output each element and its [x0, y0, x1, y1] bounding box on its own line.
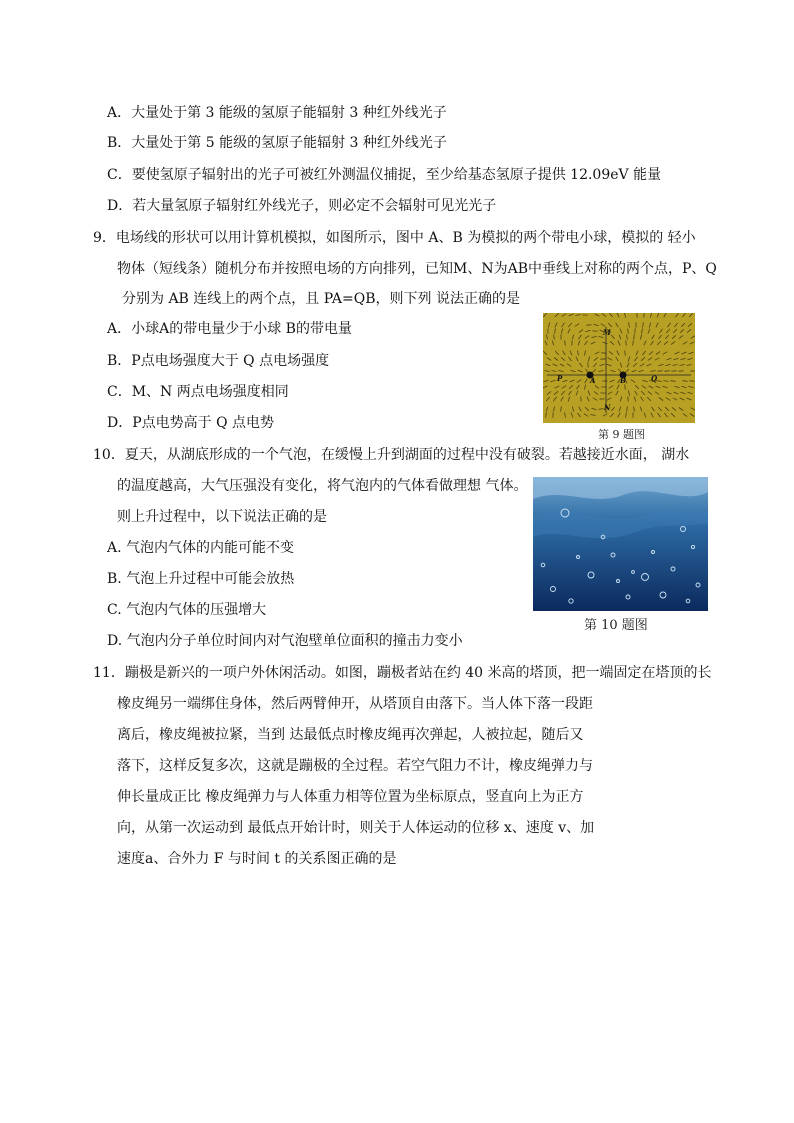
q10-figure-caption: 第 10 题图 [584, 618, 648, 633]
q10-stem-line-1: 10．夏天，从湖底形成的一个气泡，在缓慢上升到湖面的过程中没有破裂。若越接近水面， 湖水 [93, 447, 690, 463]
q9-stem-line-3: 分别为 AB 连线上的两个点，且 PA=QB，则下列 说法正确的是 [122, 291, 520, 307]
q10-option-a: A. 气泡内气体的内能可能不变 [107, 540, 295, 556]
q11-stem-line-6: 向，从第一次运动到 最低点开始计时，则关于人体运动的位移 x、速度 v、加 [117, 820, 595, 836]
label-q: Q [651, 374, 658, 383]
q9-option-b: B．P点电场强度大于 Q 点电场强度 [107, 353, 330, 369]
label-n: N [604, 403, 611, 412]
q10-option-b: B. 气泡上升过程中可能会放热 [107, 571, 295, 587]
label-a: A [590, 376, 596, 385]
label-b: B [620, 376, 626, 385]
q8-option-a: A．大量处于第 3 能级的氢原子能辐射 3 种红外线光子 [107, 105, 447, 121]
q9-option-d: D．P点电势高于 Q 点电势 [107, 415, 275, 431]
q8-option-b: B．大量处于第 5 能级的氢原子能辐射 3 种红外线光子 [107, 135, 447, 151]
q9-stem-line-2: 物体（短线条）随机分布并按照电场的方向排列，已知M、N为AB中垂线上对称的两个点，P、Q [117, 261, 717, 277]
q10-stem-line-2: 的温度越高，大气压强没有变化，将气泡内的气体看做理想 气体。 [117, 478, 528, 494]
q11-stem-line-3: 离后，橡皮绳被拉紧，当到 达最低点时橡皮绳再次弹起，人被拉起，随后又 [117, 727, 584, 743]
q10-option-d: D. 气泡内分子单位时间内对气泡壁单位面积的撞击力变小 [107, 633, 463, 649]
q10-stem-line-3: 则上升过程中，以下说法正确的是 [117, 509, 327, 525]
q9-stem-line-1: 9．电场线的形状可以用计算机模拟，如图所示，图中 A、B 为模拟的两个带电小球，模拟的 轻小 [93, 230, 696, 246]
q9-figure-background [543, 313, 695, 423]
label-m: M [603, 328, 611, 337]
q11-stem-line-2: 橡皮绳另一端绑住身体，然后两臂伸开，从塔顶自由落下。当人体下落一段距 [117, 696, 593, 712]
q9-figure-caption: 第 9 题图 [598, 428, 645, 441]
q11-stem-line-4: 落下，这样反复多次，这就是蹦极的全过程。若空气阻力不计，橡皮绳弹力与 [117, 758, 593, 774]
q9-option-c: C．M、N 两点电场强度相同 [107, 384, 289, 400]
q11-stem-line-1: 11．蹦极是新兴的一项户外休闲活动。如图，蹦极者站在约 40 米高的塔顶，把一端固定在塔顶的长 [93, 665, 712, 681]
q9-option-a: A．小球A的带电量少于小球 B的带电量 [107, 321, 352, 337]
q10-bubbles-photo [533, 477, 708, 611]
q11-stem-line-5: 伸长量成正比 橡皮绳弹力与人体重力相等位置为坐标原点，竖直向上为正方 [117, 789, 584, 805]
q10-option-c: C. 气泡内气体的压强增大 [107, 602, 267, 618]
q8-option-d: D．若大量氢原子辐射红外线光子，则必定不会辐射可见光光子 [107, 198, 497, 214]
q9-field-line-figure [543, 313, 695, 423]
q8-option-c: C．要使氢原子辐射出的光子可被红外测温仪捕捉，至少给基态氢原子提供 12.09eV 能量 [107, 167, 662, 183]
label-p: P [557, 374, 563, 383]
q11-stem-line-7: 速度a、合外力 F 与时间 t 的关系图正确的是 [117, 851, 397, 867]
water-background [533, 477, 708, 611]
